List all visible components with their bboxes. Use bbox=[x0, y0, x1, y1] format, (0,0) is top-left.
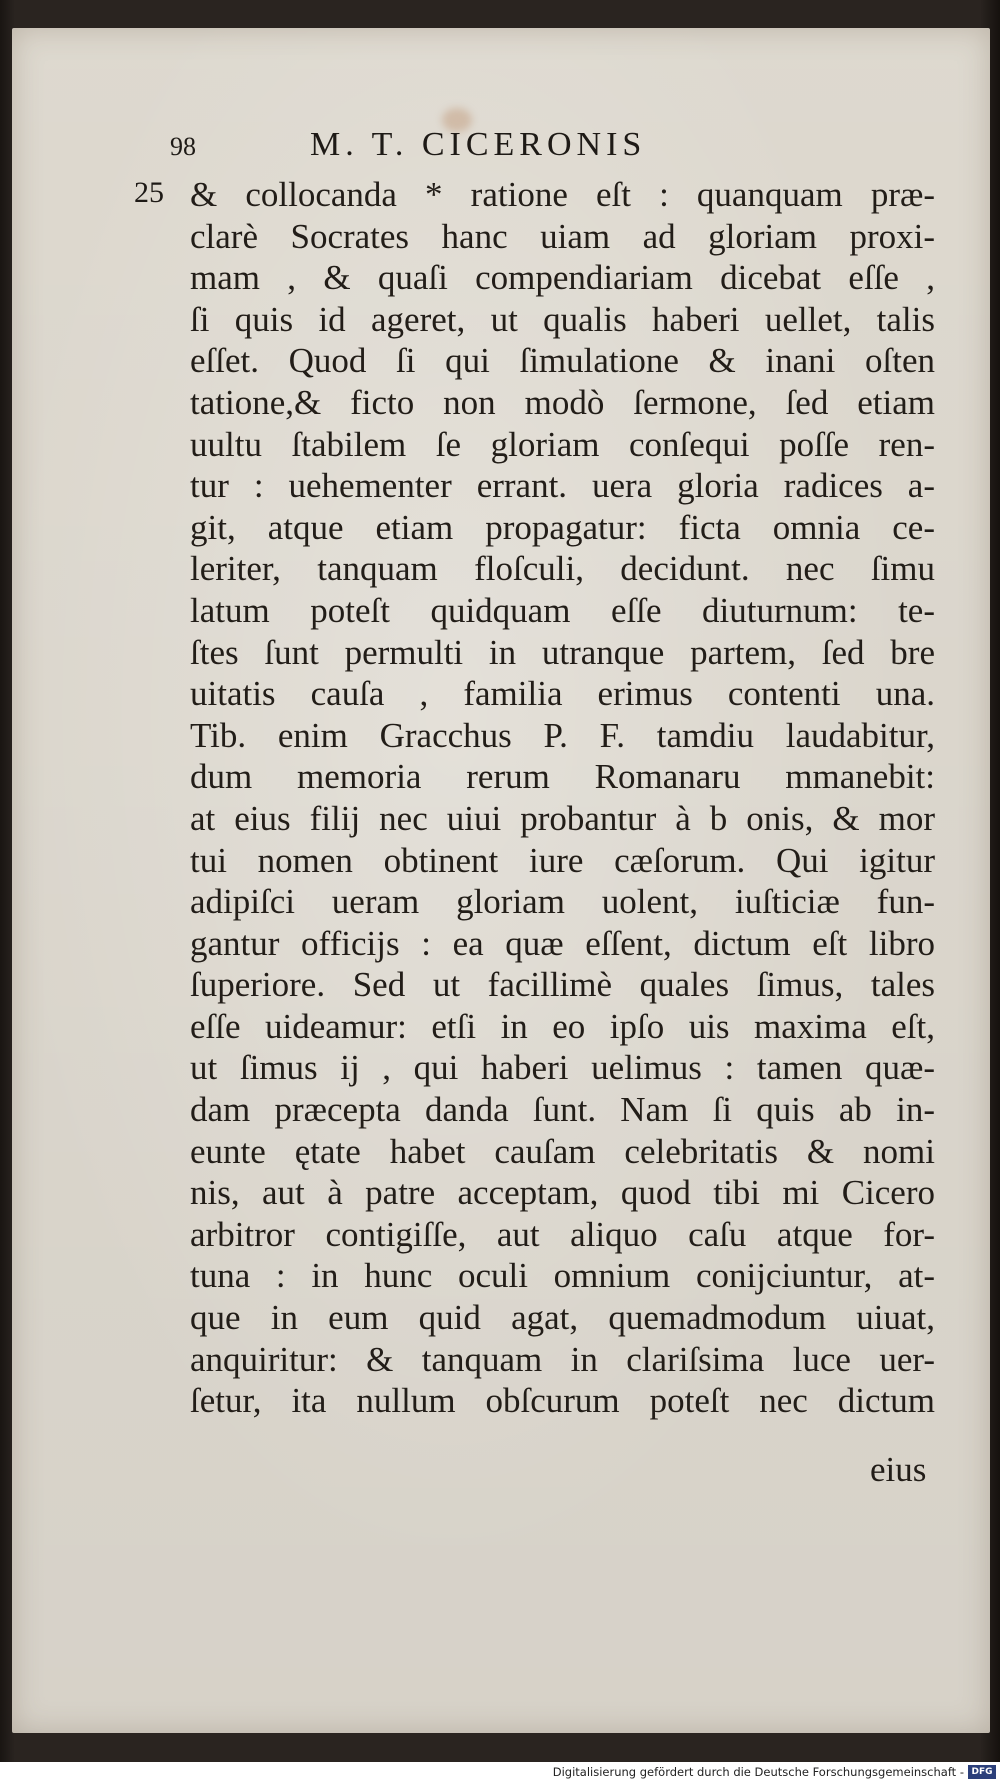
text-line: clarè Socrates hanc uiam ad gloriam proxi- bbox=[190, 216, 935, 256]
text-line: tatione,& ficto non modò ſermone, ſed etiam bbox=[190, 382, 935, 422]
text-block bbox=[190, 174, 935, 1422]
text-line: arbitror contigiſſe, aut aliquo caſu atque for- bbox=[190, 1214, 935, 1254]
text-line: latum poteſt quidquam eſſe diuturnum: te- bbox=[190, 590, 935, 630]
running-head-title: M. T. CICERONIS bbox=[310, 126, 647, 163]
text-line: eſſe uideamur: etſi in eo ipſo uis maxima eſt, bbox=[190, 1006, 935, 1046]
text-line: que in eum quid agat, quemadmodum uiuat, bbox=[190, 1298, 935, 1338]
text-line: Tib. enim Gracchus P. F. tamdiu laudabitur, bbox=[190, 715, 935, 755]
text-line: uultu ſtabilem ſe gloriam conſequi poſſe ren- bbox=[190, 424, 935, 464]
text-line: ſetur, ita nullum obſcurum poteſt nec dictum bbox=[190, 1381, 935, 1421]
text-line: anquiritur: & tanquam in clariſsima luce uer- bbox=[190, 1339, 935, 1379]
catchword: eius bbox=[870, 1450, 927, 1489]
text-line: eſſet. Quod ſi qui ſimulatione & inani oſten bbox=[190, 341, 935, 381]
text-line: nis, aut à patre acceptam, quod tibi mi Cicero bbox=[190, 1173, 935, 1213]
text-line: leriter, tanquam floſculi, decidunt. nec ſimu bbox=[190, 549, 935, 589]
text-line: ſtes ſunt permulti in utranque partem, ſed bre bbox=[190, 632, 935, 672]
text-line: tur : uehementer errant. uera gloria radices a- bbox=[190, 466, 935, 506]
text-line: adipiſci ueram gloriam uolent, iuſticiæ fun- bbox=[190, 882, 935, 922]
dfg-logo-icon: DFG bbox=[968, 1765, 996, 1779]
footer-bar bbox=[0, 1762, 1000, 1782]
text-line: eunte ętate habet cauſam celebritatis & nomi bbox=[190, 1131, 935, 1171]
text-line: dum memoria rerum Romanaru mmanebit: bbox=[190, 757, 935, 797]
text-line: git, atque etiam propagatur: ficta omnia ce- bbox=[190, 507, 935, 547]
margin-number: 25 bbox=[134, 176, 164, 209]
text-line: & collocanda * ratione eſt : quanquam præ- bbox=[190, 175, 935, 214]
text-line: uitatis cauſa , familia erimus contenti una. bbox=[190, 674, 935, 714]
running-head bbox=[170, 126, 870, 168]
text-line: tui nomen obtinent iure cæſorum. Qui igitur bbox=[190, 840, 935, 880]
text-line: mam , & quaſi compendiariam dicebat eſſe , bbox=[190, 258, 935, 298]
page-number: 98 bbox=[170, 132, 196, 161]
text-line: at eius filij nec uiui probantur à b onis, & mor bbox=[190, 798, 935, 838]
text-line: dam præcepta danda ſunt. Nam ſi quis ab in- bbox=[190, 1090, 935, 1130]
text-line: ut ſimus ij , qui haberi uelimus : tamen quæ- bbox=[190, 1048, 935, 1088]
text-line: ſuperiore. Sed ut facillimè quales ſimus, tales bbox=[190, 965, 935, 1005]
footer-credit: Digitalisierung gefördert durch die Deutsche Forschungsgemeinschaft - bbox=[552, 1765, 964, 1779]
text-line: tuna : in hunc oculi omnium conijciuntur, at- bbox=[190, 1256, 935, 1296]
text-line: gantur officijs : ea quæ eſſent, dictum eſt libro bbox=[190, 923, 935, 963]
text-line: ſi quis id ageret, ut qualis haberi uellet, talis bbox=[190, 299, 935, 339]
